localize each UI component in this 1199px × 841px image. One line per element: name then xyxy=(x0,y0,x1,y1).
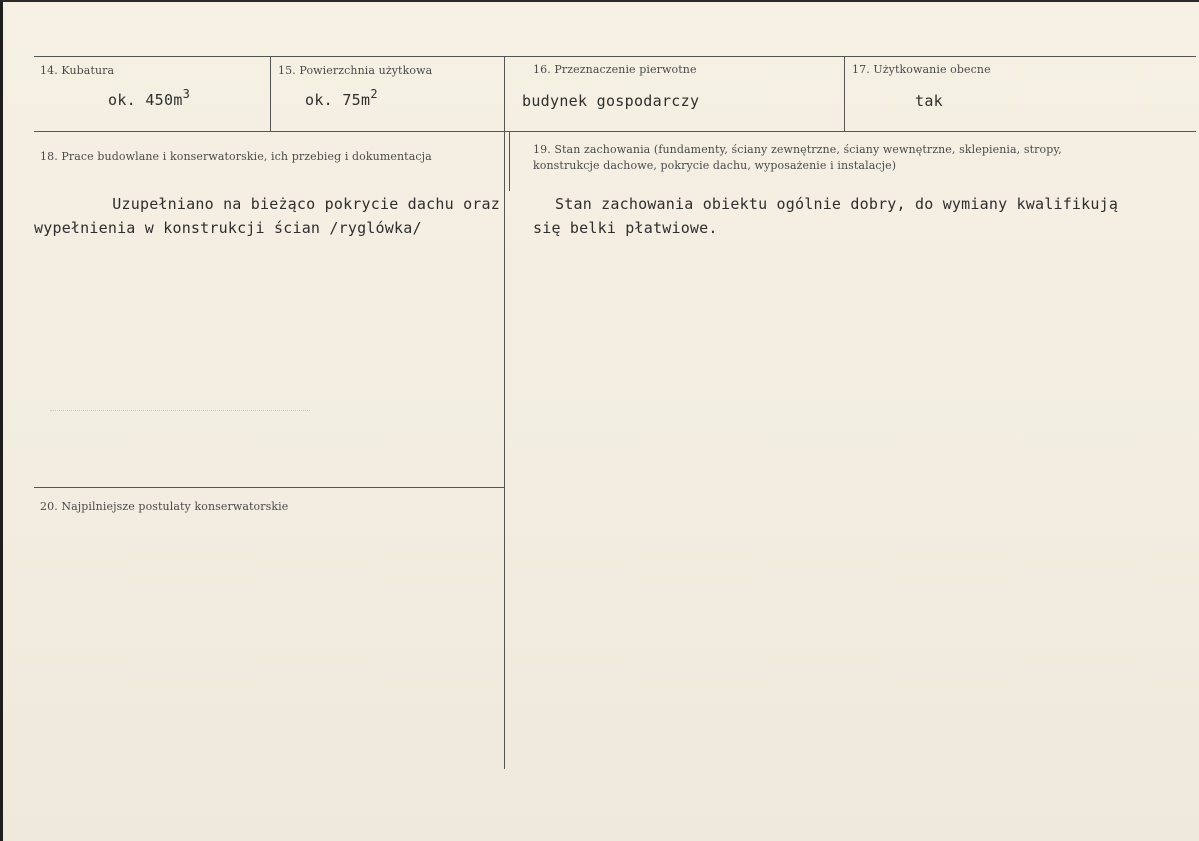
section18-bottom-rule xyxy=(34,487,504,488)
field-18-text xyxy=(34,192,500,240)
field-19-line-2: się belki płatwiowe. xyxy=(533,219,718,237)
field-19-label-line-1: 19. Stan zachowania (fundamenty, ściany zewnętrzne, ściany wewnętrzne, sklepienia, stropy, xyxy=(533,143,1062,156)
field-18-line-1: Uzupełniano na bieżąco pokrycie dachu oraz xyxy=(112,195,500,213)
card-left-edge xyxy=(0,0,3,841)
field-14-value xyxy=(108,87,191,109)
field-18-line-2: wypełnienia w konstrukcji ścian /ryglówka/ xyxy=(34,219,422,237)
divider-14-15 xyxy=(270,56,271,131)
field-15-value xyxy=(305,87,378,109)
field-14-label: 14. Kubatura xyxy=(40,64,115,77)
field-19-label-line-2: konstrukcje dachowe, pokrycie dachu, wyposażenie i instalacje) xyxy=(533,159,897,172)
field-17-label: 17. Użytkowanie obecne xyxy=(852,63,991,76)
faint-mark xyxy=(50,410,310,411)
field-20-label: 20. Najpilniejsze postulaty konserwatorskie xyxy=(40,500,289,513)
field-15-value-sup: 2 xyxy=(370,87,378,101)
field-15-label: 15. Powierzchnia użytkowa xyxy=(278,64,433,77)
field-19-label xyxy=(533,142,1183,174)
divider-15-16 xyxy=(504,56,505,769)
top-rule xyxy=(34,56,1196,57)
field-18-label: 18. Prace budowlane i konserwatorskie, ich przebieg i dokumentacja xyxy=(40,150,432,163)
field-19-line-1: Stan zachowania obiektu ogólnie dobry, do wymiany kwalifikują xyxy=(555,195,1119,213)
divider-16-17 xyxy=(844,56,845,131)
field-15-value-text: ok. 75m xyxy=(305,91,371,109)
card-top-edge xyxy=(0,0,1199,2)
row1-bottom-rule xyxy=(34,131,1196,132)
field-16-value: budynek gospodarczy xyxy=(522,92,700,110)
field-16-label: 16. Przeznaczenie pierwotne xyxy=(533,63,697,76)
field-19-text xyxy=(533,192,1188,240)
field-14-value-text: ok. 450m xyxy=(108,91,183,109)
divider-19-left xyxy=(509,131,510,191)
field-14-value-sup: 3 xyxy=(182,87,191,101)
field-17-value: tak xyxy=(915,92,943,110)
